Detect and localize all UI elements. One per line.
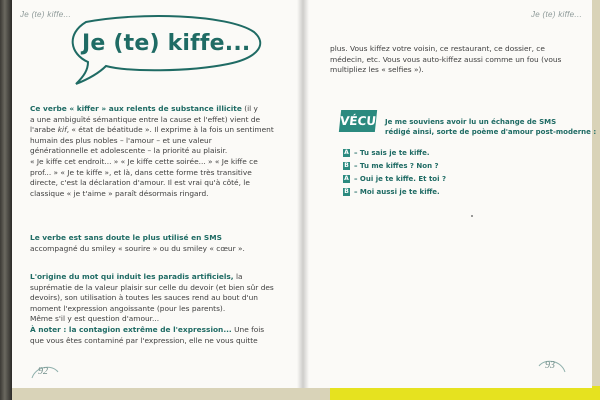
page-number-right: 93 — [545, 360, 555, 371]
text-run: que vous êtes contaminé par l'expression, elle ne vous quitte — [30, 335, 258, 345]
text-line — [30, 325, 280, 336]
text-run: Même s'il y est question d'amour... — [30, 314, 160, 324]
text-line — [30, 283, 280, 294]
text-line: plus. Vous kiffez votre voisin, ce restaurant, ce dossier, ce — [330, 44, 545, 53]
text-line — [30, 272, 280, 283]
text-run: prof... » « Je te kiffe », et là, dans cette forme très transitive — [30, 167, 252, 177]
dialog-text: – Tu me kiffes ? Non ? — [354, 161, 439, 170]
text-run: a une ambiguïté sémantique entre la cause et l'effet) vient de — [30, 114, 261, 124]
text-line — [30, 104, 280, 115]
sms-dialog — [343, 146, 583, 198]
text-line: multipliez les « selfies »). — [330, 65, 424, 75]
text-run: « Je kiffe cet endroit... » « Je kiffe cette soirée... » « Je kiffe ce — [30, 156, 258, 166]
text-run: Une fois — [231, 324, 265, 334]
text-line — [30, 336, 280, 347]
page-gutter — [297, 0, 309, 388]
yellow-strip — [330, 386, 600, 400]
dialog-line — [343, 159, 583, 172]
running-head-right: Je (te) kiffe... — [530, 10, 582, 19]
right-paragraph-1 — [330, 44, 580, 76]
text-run: kif — [57, 125, 67, 135]
text-line — [30, 157, 280, 168]
text-run: générationnelle et adolescente – la priorité au plaisir. — [30, 146, 228, 156]
text-line — [30, 125, 280, 136]
text-line — [30, 293, 280, 304]
book-edge — [0, 0, 12, 400]
text-run: devoirs), son utilisation à toutes les sauces rend au bout d'un — [30, 293, 258, 303]
speaker-badge: B — [344, 187, 349, 195]
vecu-badge: VÉCU — [339, 110, 377, 132]
text-run: directe, c'est la déclaration d'amour. Il est vrai qu'à côté, le — [30, 178, 250, 188]
text-line — [30, 189, 280, 200]
text-line — [30, 314, 280, 325]
text-run: l'arabe — [30, 125, 58, 135]
text-run: accompagné du smiley « sourire » ou du smiley « cœur ». — [30, 243, 245, 253]
text-run: (il y — [241, 104, 258, 113]
text-line — [30, 115, 280, 126]
text-line: Je me souviens avoir lu un échange de SMS — [385, 118, 557, 126]
dialog-line — [343, 172, 583, 185]
text-run: la — [233, 272, 243, 281]
dialog-line — [343, 185, 583, 198]
page-number-left: 92 — [38, 366, 48, 377]
text-run: humain des plus nobles – l'amour – et une valeur — [30, 135, 212, 145]
text-line — [30, 168, 280, 179]
text-run: L'origine du mot qui induit les paradis artificiels, — [30, 272, 234, 281]
left-paragraph-3 — [30, 272, 280, 346]
text-run: classique « je t'aime » paraît désormais ringard. — [30, 188, 209, 198]
page-speck — [471, 215, 473, 217]
vecu-heading — [385, 117, 597, 137]
text-line — [30, 136, 280, 147]
text-run: moment l'expression angoissante (pour les parents). — [30, 303, 226, 313]
text-line — [30, 233, 280, 244]
text-line — [30, 244, 280, 255]
text-line: rédigé ainsi, sorte de poème d'amour post-moderne : — [385, 128, 597, 136]
text-line — [30, 146, 280, 157]
text-run: suprématie de la valeur plaisir sur celle du devoir (et bien sûr des — [30, 282, 274, 292]
page-title: Je (te) kiffe... — [82, 31, 251, 56]
running-head-left: Je (te) kiffe... — [20, 10, 72, 19]
left-paragraph-2 — [30, 233, 280, 254]
text-run: , « état de béatitude ». Il exprime à la fois un sentiment — [66, 125, 274, 135]
text-run: Le verbe est sans doute le plus utilisé en SMS — [30, 233, 222, 242]
speaker-badge: B — [344, 161, 349, 169]
dialog-text: – Tu sais je te kiffe. — [354, 148, 430, 157]
text-run: Ce verbe « kiffer » aux relents de substance illicite — [30, 104, 242, 113]
dialog-line — [343, 146, 583, 159]
left-paragraph-1 — [30, 104, 280, 199]
dialog-text: – Moi aussi je te kiffe. — [354, 187, 440, 196]
dialog-text: – Oui je te kiffe. Et toi ? — [354, 174, 447, 183]
text-line — [30, 304, 280, 315]
speaker-badge: A — [344, 148, 349, 156]
text-run: À noter : la contagion extrême de l'expression... — [30, 324, 232, 334]
text-line — [30, 178, 280, 189]
text-line: médecin, etc. Vous vous auto-kiffez aussi comme un fou (vous — [330, 54, 562, 64]
speaker-badge: A — [344, 174, 349, 182]
